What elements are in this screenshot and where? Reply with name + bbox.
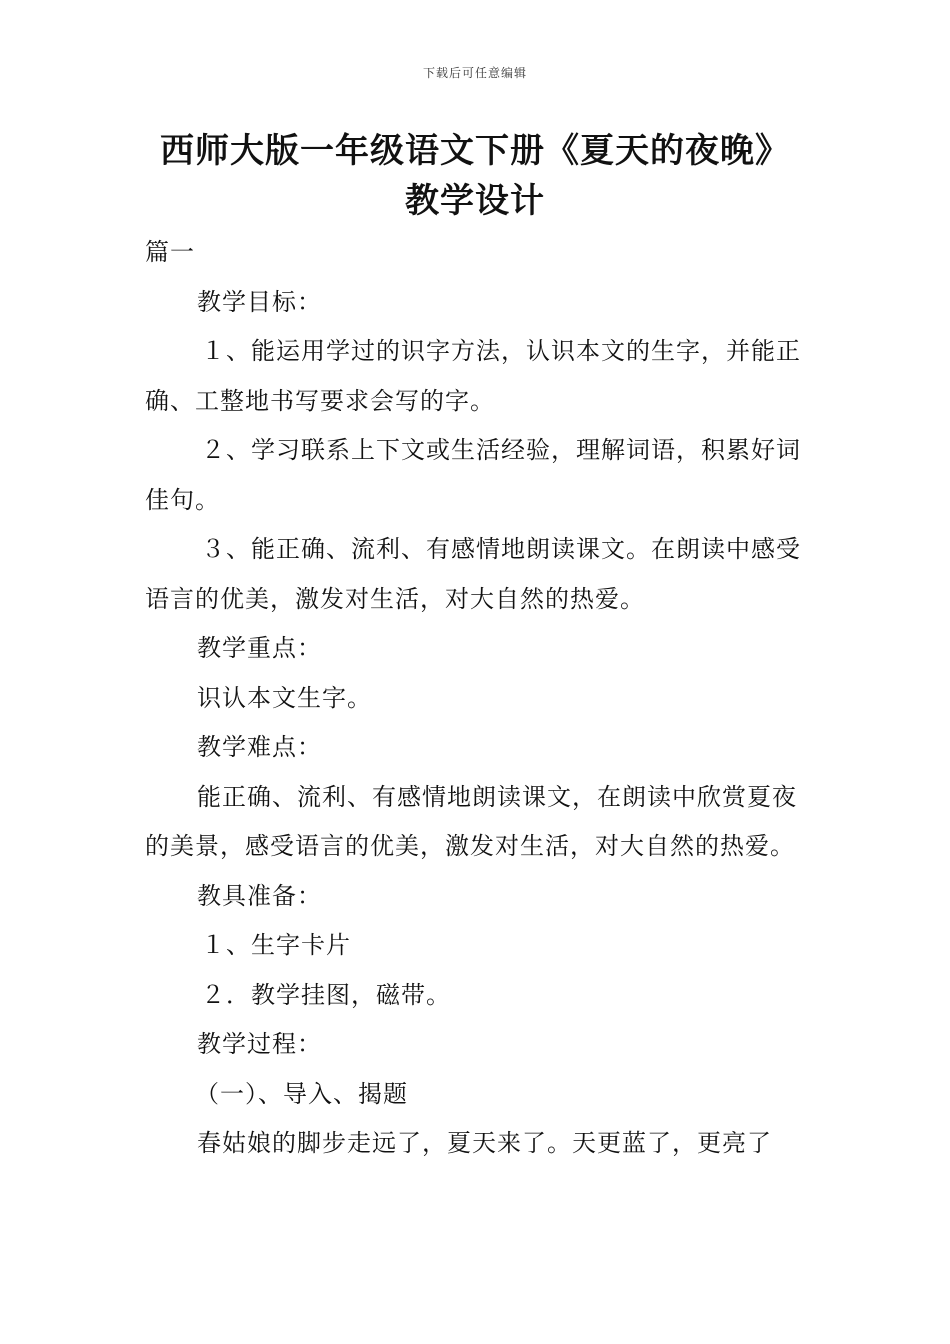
heading-difficulties: 教学难点： xyxy=(197,733,322,761)
objective-3: ３、能正确、流利、有感情地朗读课文。在朗读中感受语言的优美，激发对生活，对大自然的热爱。 xyxy=(145,535,801,613)
heading-objectives: 教学目标： xyxy=(197,287,322,316)
heading-process: 教学过程： xyxy=(197,1030,322,1058)
title-line-1: 西师大版一年级语文下册《夏天的夜晚》 xyxy=(160,131,790,171)
material-1: １、生字卡片 xyxy=(201,931,351,959)
key-points-text: 识认本文生字。 xyxy=(197,683,372,712)
header-note: 下载后可任意编辑 xyxy=(422,66,527,80)
process-text: 春姑娘的脚步走远了，夏天来了。天更蓝了，更亮了 xyxy=(197,1129,772,1157)
difficulties-text: 能正确、流利、有感情地朗读课文，在朗读中欣赏夏夜的美景，感受语言的优美，激发对生活，对大自然的热爱。 xyxy=(145,782,797,860)
heading-key-points: 教学重点： xyxy=(197,634,322,662)
document-title xyxy=(100,126,850,226)
material-2: ２．教学挂图，磁带。 xyxy=(201,980,451,1009)
objective-1: １、能运用学过的识字方法，认识本文的生字，并能正确、工整地书写要求会写的字。 xyxy=(145,337,801,415)
section-label: 篇一 xyxy=(145,238,195,266)
process-step-1: （一）、导入、揭题 xyxy=(195,1079,408,1108)
heading-materials: 教具准备： xyxy=(197,881,322,910)
title-line-2: 教学设计 xyxy=(405,181,545,221)
objective-2: ２、学习联系上下文或生活经验，理解词语，积累好词佳句。 xyxy=(145,436,801,514)
document-body xyxy=(145,228,810,1169)
